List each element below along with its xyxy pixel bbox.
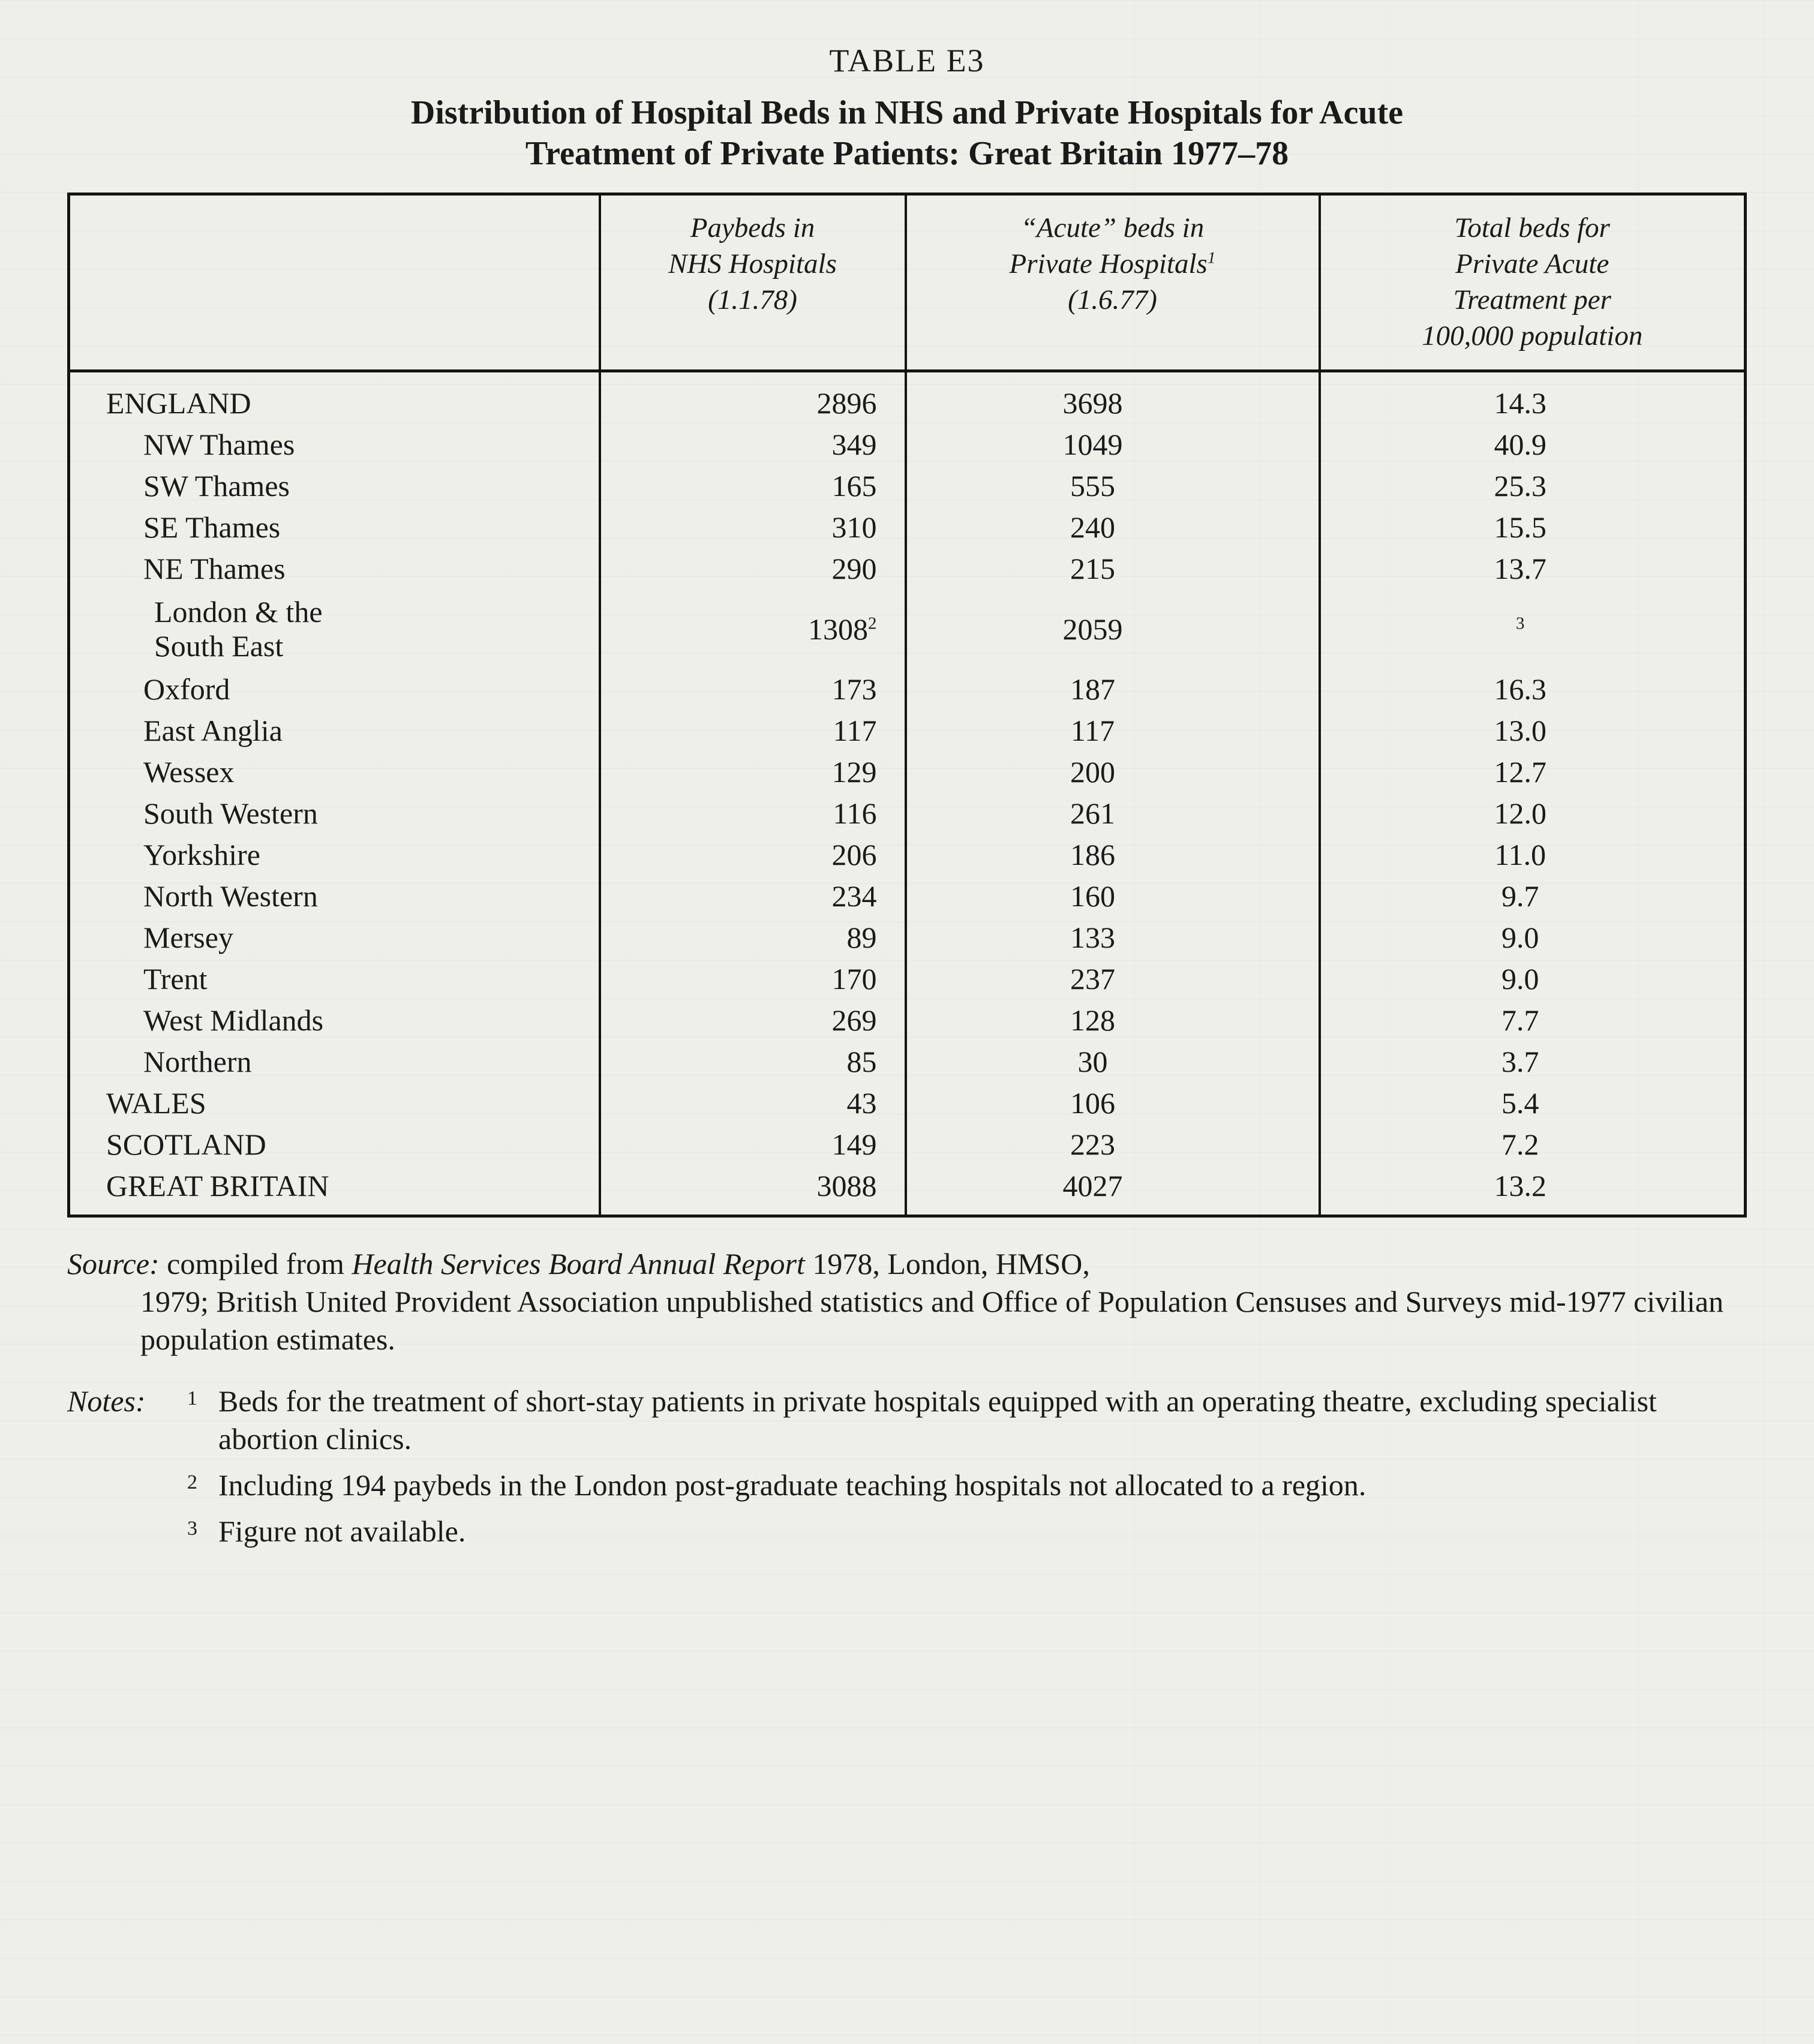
row-label-line: South East <box>154 629 284 663</box>
cell-per-100k: 9.0 <box>1501 962 1539 996</box>
source-note <box>67 1245 1747 1358</box>
row-label: Wessex <box>69 752 600 793</box>
header-line: (1.1.78) <box>708 284 797 315</box>
cell-per-100k: 12.0 <box>1494 796 1546 831</box>
cell-per-100k: 13.7 <box>1494 552 1546 586</box>
header-line: NHS Hospitals <box>668 248 837 279</box>
table-row <box>69 1041 1746 1083</box>
footnote-marker: 3 <box>1516 614 1525 633</box>
cell-private-beds: 187 <box>906 669 1320 710</box>
cell-paybeds: 173 <box>600 669 906 710</box>
cell-private-beds: 128 <box>906 1000 1320 1041</box>
cell-paybeds: 149 <box>600 1124 906 1165</box>
cell-per-100k: 12.7 <box>1494 755 1546 789</box>
column-header-private-acute-beds <box>906 194 1320 371</box>
cell-paybeds: 85 <box>600 1041 906 1083</box>
table-row <box>69 1165 1746 1216</box>
row-label: GREAT BRITAIN <box>69 1165 600 1216</box>
cell-per-100k: 9.7 <box>1501 879 1539 913</box>
header-line: 100,000 population <box>1422 320 1643 352</box>
column-header-paybeds <box>600 194 906 371</box>
cell-private-beds: 117 <box>906 710 1320 752</box>
row-label: East Anglia <box>69 710 600 752</box>
cell-per-100k: 40.9 <box>1494 428 1546 462</box>
note-text: Including 194 paybeds in the London post-graduate teaching hospitals not allocated to a region. <box>218 1468 1366 1502</box>
cell-paybeds: 165 <box>600 465 906 507</box>
cell-private-beds: 3698 <box>906 371 1320 425</box>
table-row <box>69 1083 1746 1124</box>
cell-per-100k: 13.2 <box>1494 1169 1546 1203</box>
source-report-title: Health Services Board Annual Report <box>352 1247 805 1281</box>
cell-per-100k: 13.0 <box>1494 714 1546 748</box>
cell-paybeds: 116 <box>600 793 906 834</box>
cell-private-beds: 223 <box>906 1124 1320 1165</box>
cell-private-beds: 215 <box>906 548 1320 590</box>
cell-private-beds: 1049 <box>906 424 1320 465</box>
table-row <box>69 1000 1746 1041</box>
note-item <box>187 1513 1747 1550</box>
cell-private-beds: 261 <box>906 793 1320 834</box>
cell-private-beds: 240 <box>906 507 1320 548</box>
footnotes <box>67 1382 1747 1559</box>
source-continuation: 1979; British United Provident Association unpublished statistics and Office of Population Censuses and Surveys mid-1977 civilian population estimates. <box>140 1285 1724 1357</box>
note-marker: 2 <box>187 1471 197 1494</box>
cell-private-beds: 237 <box>906 958 1320 1000</box>
row-label: Mersey <box>69 917 600 958</box>
cell-paybeds: 2896 <box>600 371 906 425</box>
table-row <box>69 371 1746 425</box>
table-number: TABLE E3 <box>829 43 985 79</box>
notes-list <box>187 1382 1747 1559</box>
column-header-total-per-100k <box>1320 194 1746 371</box>
header-line: Paybeds in <box>690 212 815 244</box>
row-label: WALES <box>69 1083 600 1124</box>
note-item <box>187 1382 1747 1458</box>
cell-paybeds: 349 <box>600 424 906 465</box>
cell-private-beds: 106 <box>906 1083 1320 1124</box>
row-label: Trent <box>69 958 600 1000</box>
cell-per-100k: 11.0 <box>1494 838 1546 872</box>
cell-paybeds: 117 <box>600 710 906 752</box>
column-header-region <box>69 194 600 371</box>
cell-private-beds: 2059 <box>906 590 1320 669</box>
table-row <box>69 424 1746 465</box>
table-row <box>69 590 1746 669</box>
header-line: Treatment per <box>1453 284 1611 315</box>
cell-per-100k: 3.7 <box>1501 1045 1539 1079</box>
source-label: Source: <box>67 1247 160 1281</box>
header-line: Private Acute <box>1455 248 1609 279</box>
table-row <box>69 917 1746 958</box>
table-header <box>69 194 1746 371</box>
cell-per-100k: 14.3 <box>1494 386 1546 420</box>
footnote-marker: 1 <box>1207 248 1216 267</box>
cell-paybeds: 310 <box>600 507 906 548</box>
cell-private-beds: 555 <box>906 465 1320 507</box>
row-label: ENGLAND <box>69 371 600 425</box>
row-label-line: London & the <box>154 595 323 629</box>
source-text-part1: compiled from <box>159 1247 352 1281</box>
header-line-text: Private Hospitals <box>1009 248 1208 279</box>
note-marker: 3 <box>187 1517 197 1540</box>
cell-paybeds: 89 <box>600 917 906 958</box>
row-label: North Western <box>69 876 600 917</box>
notes-area <box>67 1245 1747 1559</box>
cell-paybeds: 290 <box>600 548 906 590</box>
row-label: NW Thames <box>69 424 600 465</box>
note-item <box>187 1466 1747 1504</box>
notes-label: Notes: <box>67 1384 146 1418</box>
cell-paybeds: 234 <box>600 876 906 917</box>
cell-paybeds: 170 <box>600 958 906 1000</box>
table-row <box>69 793 1746 834</box>
table-row <box>69 1124 1746 1165</box>
title-line-1: Distribution of Hospital Beds in NHS and Private Hospitals for Acute <box>410 94 1404 131</box>
header-line: Total beds for <box>1454 212 1610 244</box>
cell-private-beds: 133 <box>906 917 1320 958</box>
row-label <box>69 590 600 669</box>
note-text: Figure not available. <box>218 1514 466 1549</box>
cell-private-beds: 160 <box>906 876 1320 917</box>
cell-private-beds: 30 <box>906 1041 1320 1083</box>
table-row <box>69 710 1746 752</box>
table-row <box>69 507 1746 548</box>
cell-private-beds: 4027 <box>906 1165 1320 1216</box>
cell-paybeds: 206 <box>600 834 906 876</box>
table-row <box>69 548 1746 590</box>
cell-per-100k: 7.7 <box>1501 1003 1539 1038</box>
row-label: Yorkshire <box>69 834 600 876</box>
row-label: West Midlands <box>69 1000 600 1041</box>
table-row <box>69 465 1746 507</box>
cell-paybeds: 269 <box>600 1000 906 1041</box>
cell-per-100k: 9.0 <box>1501 921 1539 955</box>
table-row <box>69 876 1746 917</box>
table-row <box>69 669 1746 710</box>
data-table <box>67 193 1747 1218</box>
header-line: “Acute” beds in <box>1020 212 1205 244</box>
table-row <box>69 834 1746 876</box>
cell-per-100k: 16.3 <box>1494 672 1546 707</box>
row-label: NE Thames <box>69 548 600 590</box>
cell-per-100k: 15.5 <box>1494 510 1546 545</box>
header-line <box>915 246 1310 282</box>
table-row <box>69 752 1746 793</box>
cell-per-100k: 5.4 <box>1501 1086 1539 1120</box>
page-title <box>90 92 1724 175</box>
cell-per-100k: 25.3 <box>1494 469 1546 503</box>
cell-per-100k <box>1320 590 1746 669</box>
row-label: SCOTLAND <box>69 1124 600 1165</box>
cell-private-beds: 186 <box>906 834 1320 876</box>
cell-paybeds: 1308$^2$ <box>600 590 906 669</box>
footnote-marker: 2 <box>868 614 877 633</box>
row-label: SE Thames <box>69 507 600 548</box>
note-text: Beds for the treatment of short-stay patients in private hospitals equipped with an operating theatre, excluding specialist abortion clinics. <box>218 1384 1657 1456</box>
cell-private-beds: 200 <box>906 752 1320 793</box>
title-line-2: Treatment of Private Patients: Great Britain 1977–78 <box>525 135 1289 173</box>
header-line: (1.6.77) <box>1068 284 1157 315</box>
cell-paybeds: 3088 <box>600 1165 906 1216</box>
source-text-part2: 1978, London, HMSO, <box>804 1247 1090 1281</box>
row-label: Oxford <box>69 669 600 710</box>
table-body <box>69 371 1746 1216</box>
cell-per-100k: 7.2 <box>1501 1128 1539 1162</box>
note-marker: 1 <box>187 1387 197 1410</box>
row-label: Northern <box>69 1041 600 1083</box>
cell-paybeds: 129 <box>600 752 906 793</box>
row-label: SW Thames <box>69 465 600 507</box>
table-row <box>69 958 1746 1000</box>
row-label: South Western <box>69 793 600 834</box>
cell-paybeds: 43 <box>600 1083 906 1124</box>
